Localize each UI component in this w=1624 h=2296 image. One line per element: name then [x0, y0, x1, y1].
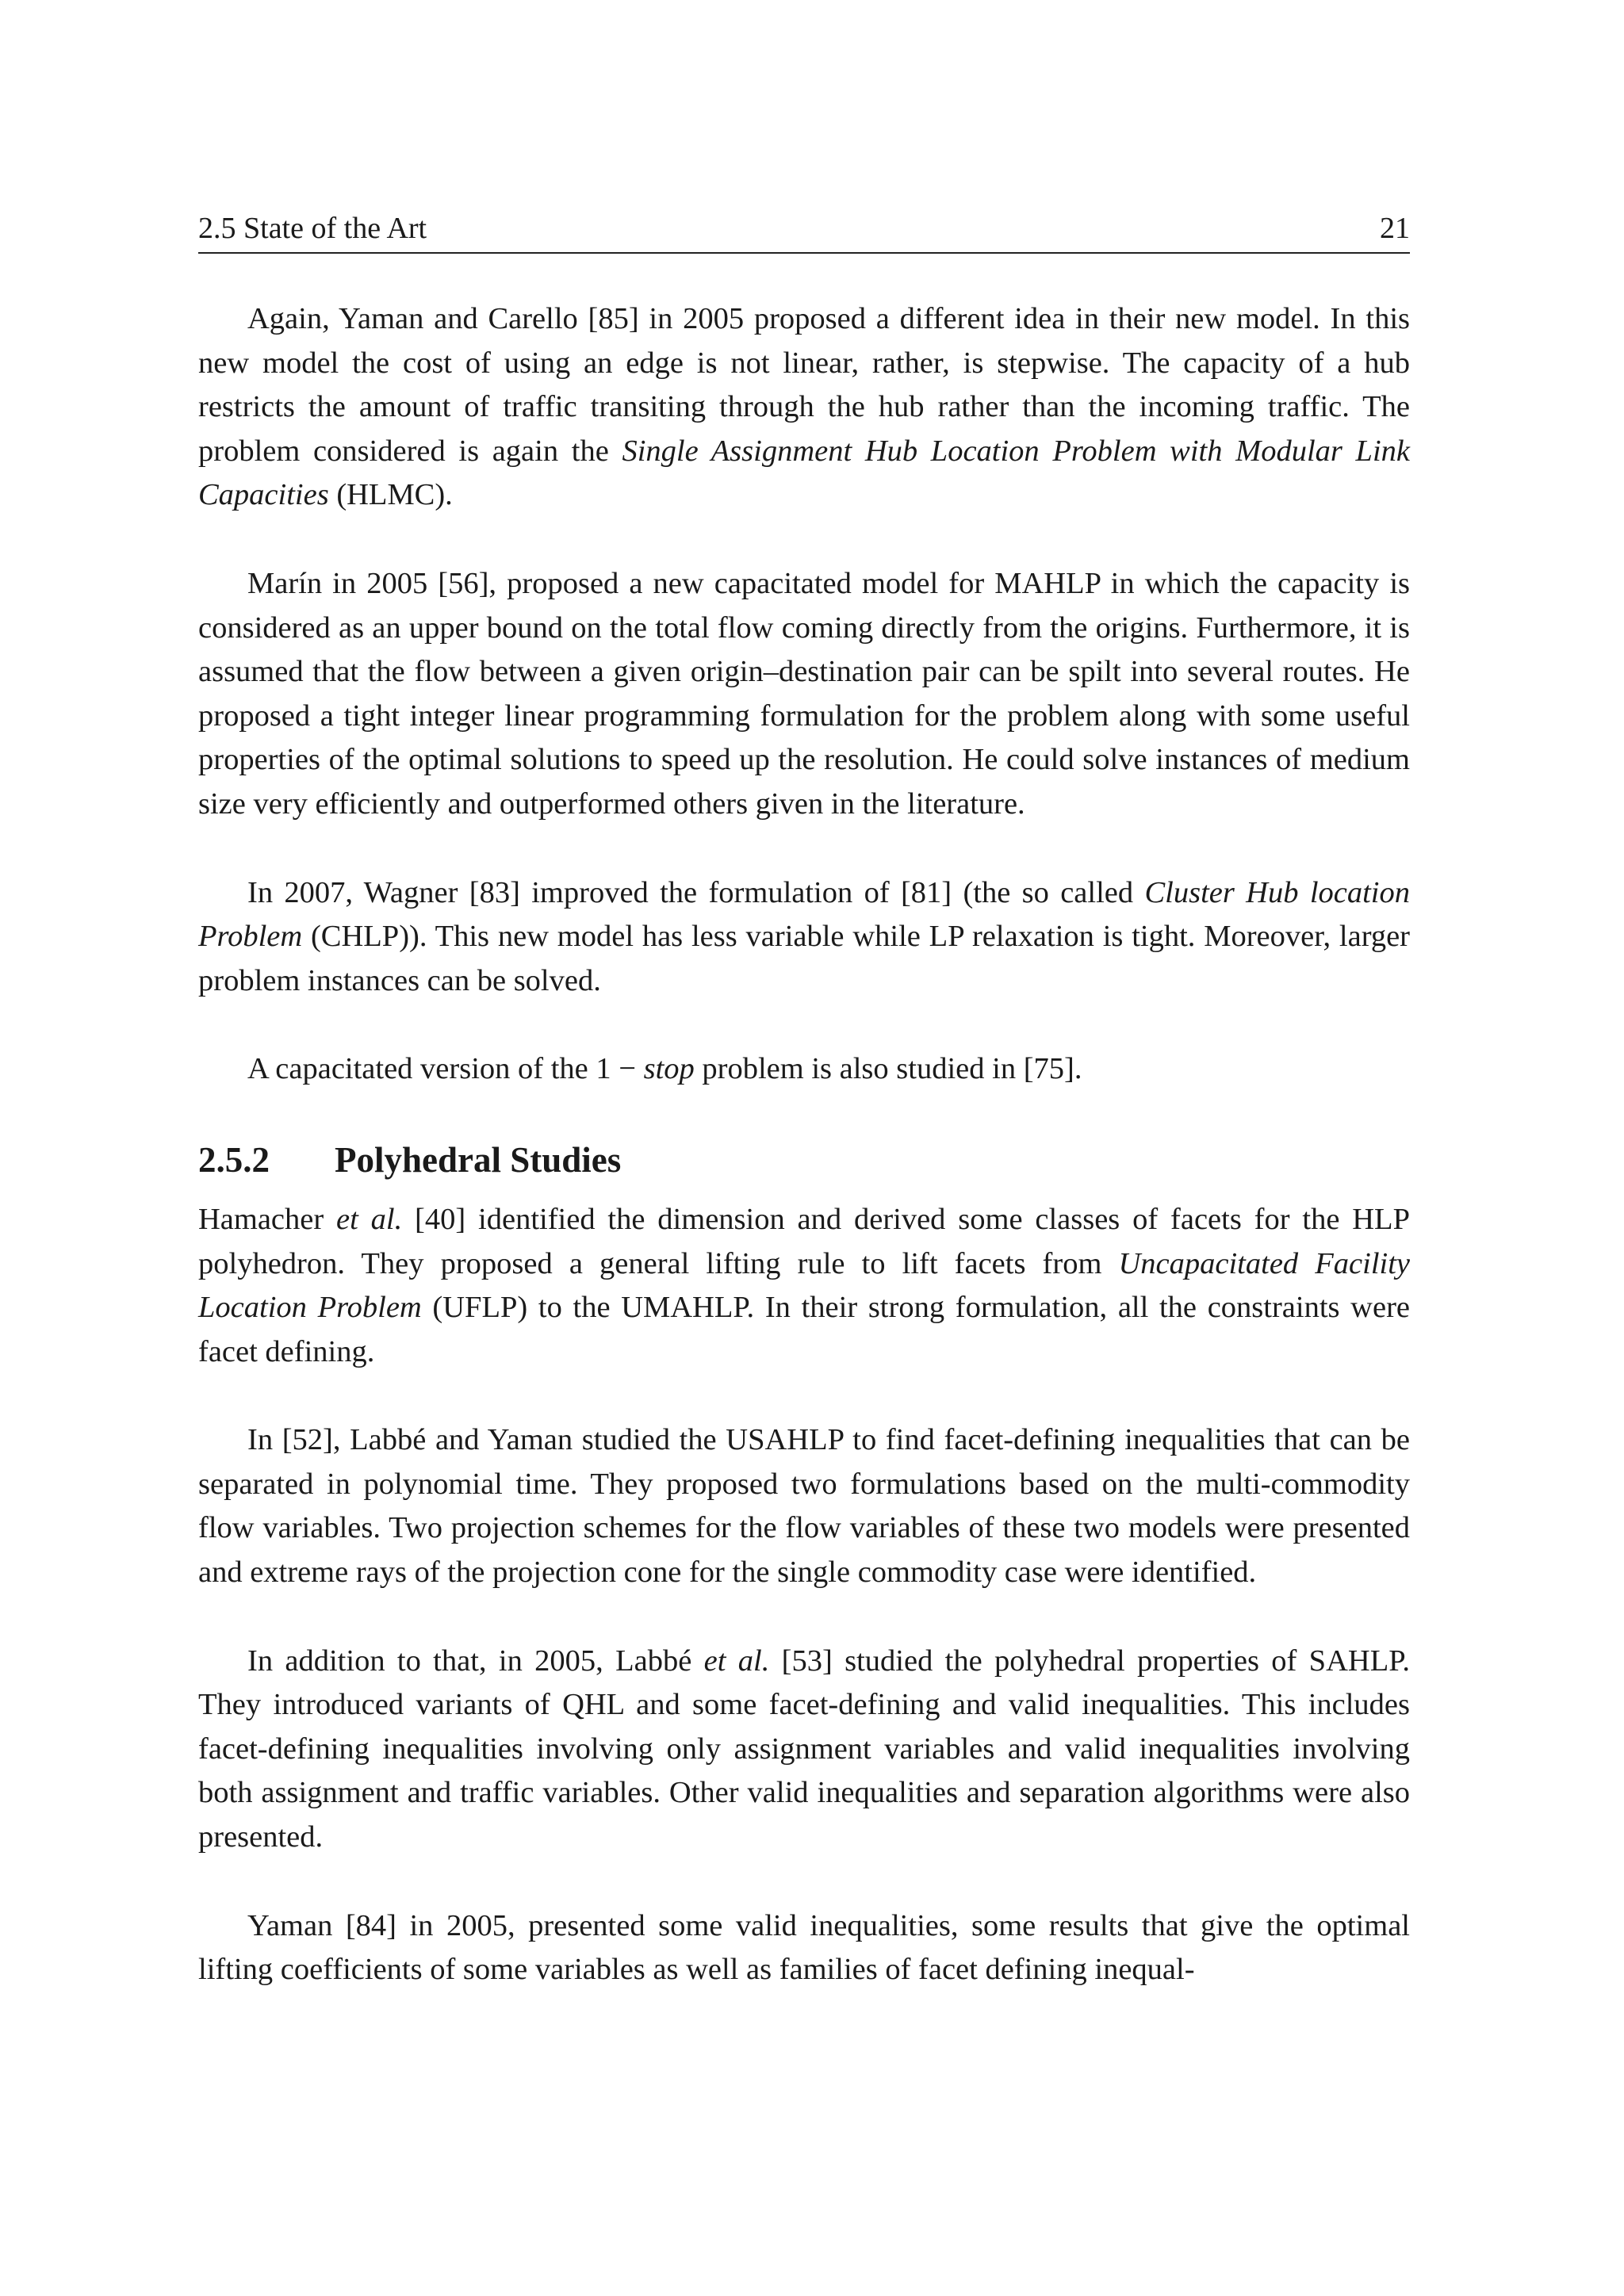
subsection-heading — [198, 1136, 1410, 1184]
subsection-title: Polyhedral Studies — [335, 1139, 622, 1180]
text-run: (UFLP) to the UMAHLP. In their strong formulation, all the constraints were facet defining. — [198, 1291, 1410, 1368]
paragraph-yaman-carello — [198, 297, 1410, 518]
emphasis-hlmc: Single Assignment Hub Location Problem with Modular Link Capacities — [198, 434, 1410, 512]
paragraph-labbe-et-al — [198, 1640, 1410, 1860]
emphasis-uflp: Uncapacitated Facility Location Problem — [198, 1246, 1410, 1325]
text-run: [53] studied the polyhedral properties of SAHLP. They introduced variants of QHL and some facet-defining and valid inequalities. This includes facet-defining inequalities involving only assignment variables and valid inequalities involving both assignment and traffic variables. Other valid inequalities and separation algorithms were also presented. — [198, 1644, 1410, 1854]
emphasis-et-al: et al. — [703, 1644, 770, 1678]
text-run: Hamacher — [198, 1202, 337, 1236]
text-run: [40] identified the dimension and derived some classes of facets for the HLP polyhedron. They proposed a general lifting rule to lift facets from — [198, 1202, 1410, 1280]
paragraph-wagner — [198, 871, 1410, 1004]
text-run: (HLMC). — [328, 478, 453, 512]
page-body — [198, 297, 1410, 1992]
text-run: Yaman [84] in 2005, presented some valid inequalities, some results that give the optimal lifting coefficients of some variables as well as families of facet defining inequal- — [198, 1908, 1410, 1987]
emphasis-stop: stop — [643, 1052, 695, 1086]
text-run: problem is also studied in [75]. — [694, 1052, 1082, 1086]
paragraph-marin — [198, 562, 1410, 827]
subsection-number: 2.5.2 — [198, 1139, 270, 1180]
page-number: 21 — [1380, 212, 1410, 245]
text-run: (CHLP)). This new model has less variable while LP relaxation is tight. Moreover, larger problem instances can be solved. — [198, 920, 1410, 997]
paragraph-hamacher — [198, 1198, 1410, 1374]
text-run: Again, Yaman and Carello [85] in 2005 proposed a different idea in their new model. In this new model the cost of using an edge is not linear, rather, is stepwise. The capacity of a hub restricts the amount of traffic transiting through the hub rather than the incoming traffic. The problem considered is again the — [198, 302, 1410, 468]
paragraph-capacitated-one-stop — [198, 1047, 1410, 1092]
paragraph-yaman-2005 — [198, 1904, 1410, 1992]
text-run: A capacitated version of the 1 − — [247, 1052, 644, 1086]
running-header — [198, 208, 1410, 254]
text-run: In 2007, Wagner [83] improved the formulation of [81] (the so called — [247, 875, 1145, 909]
emphasis-chlp: Cluster Hub location Problem — [198, 875, 1410, 954]
text-run: In addition to that, in 2005, Labbé — [247, 1644, 704, 1678]
text-run: Marín in 2005 [56], proposed a new capacitated model for MAHLP in which the capacity is considered as an upper bound on the total flow coming directly from the origins. Furthermore, it is assumed that the flow between a given origin–destination pair can be spilt into several routes. He proposed a tight integer linear programming formulation for the problem along with some useful properties of the optimal solutions to speed up the resolution. He could solve instances of medium size very efficiently and outperformed others given in the literature. — [198, 566, 1410, 821]
paragraph-labbe-yaman — [198, 1418, 1410, 1594]
emphasis-et-al: et al. — [336, 1202, 403, 1236]
running-header-section: 2.5 State of the Art — [198, 212, 427, 245]
text-run: In [52], Labbé and Yaman studied the USAHLP to find facet-defining inequalities that can be separated in polynomial time. They proposed two formulations based on the multi-commodity flow variables. Two projection schemes for the flow variables of these two models were presented and extreme rays of the projection cone for the single commodity case were identified. — [198, 1423, 1410, 1590]
